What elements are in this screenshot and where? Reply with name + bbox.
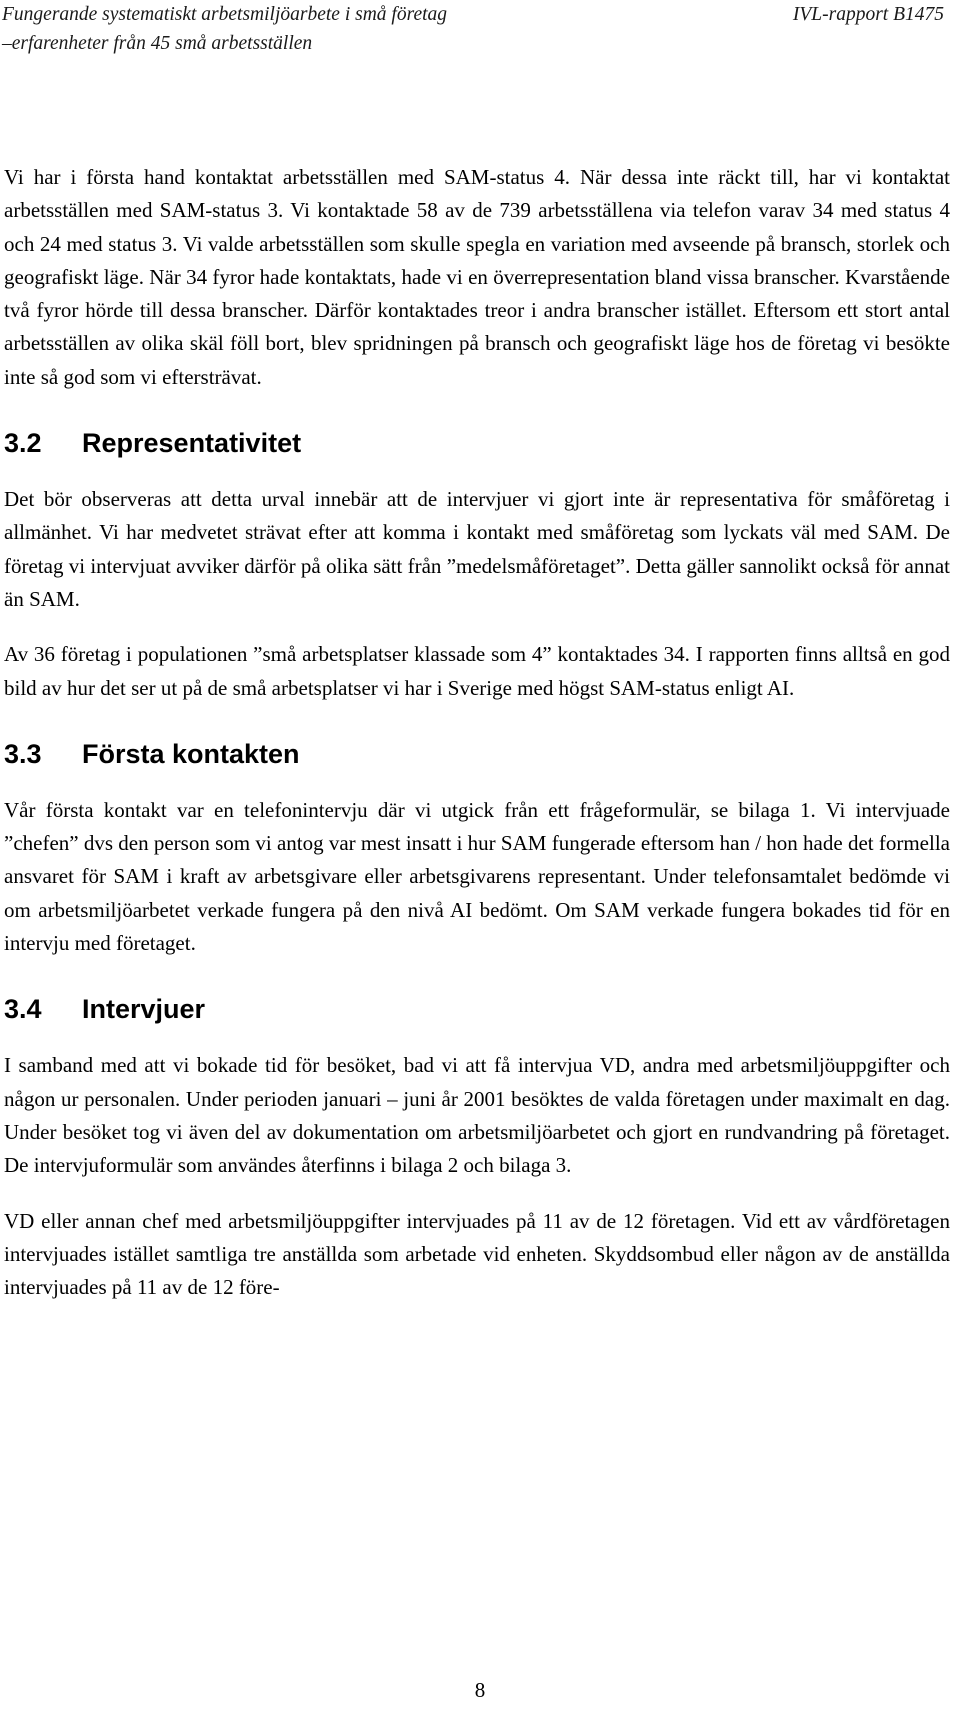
paragraph: I samband med att vi bokade tid för besöket, bad vi att få intervjua VD, andra med arbetsmiljöuppgifter och någon ur personalen. Under perioden januari – juni år 2001 besöktes de valda företagen under maximalt en dag. Under besöket tog vi även del av dokumentation om arbetsmiljöarbetet och gjort en rundvandring på företaget. De intervjuformulär som användes återfinns i bilaga 2 och bilaga 3. xyxy=(4,1053,950,1178)
header-report-number: IVL-rapport B1475 xyxy=(792,4,944,25)
running-header xyxy=(2,0,950,58)
paragraph: Det bör observeras att detta urval innebär att de intervjuer vi gjort inte är representativa för småföretag i allmänhet. Vi har medvetet strävat efter att komma i kontakt med småföretag som lyckats väl med SAM. De företag vi intervjuat avviker därför på olika sätt från ”medelsmåföretaget”. Detta gäller sannolikt också för annat än SAM. xyxy=(4,487,950,611)
section-title: Intervjuer xyxy=(82,994,206,1025)
page-number: 8 xyxy=(474,1678,486,1702)
header-report-title: Fungerande systematiskt arbetsmiljöarbete i små företag xyxy=(2,4,448,25)
section-heading-representativitet xyxy=(4,426,950,460)
paragraph: VD eller annan chef med arbetsmiljöuppgifter intervjuades på 11 av de 12 företagen. Vid ett av vårdföretagen intervjuades istället samtliga tre anställda som arbetade vid enheten. Skyddsombud eller någon av de anställda intervjuades på 11 av de 12 före- xyxy=(4,1208,950,1300)
paragraph: Av 36 företag i populationen ”små arbetsplatser klassade som 4” kontaktades 34. I rapporten finns alltså en god bild av hur det ser ut på de små arbetsplatser vi har i Sverige med högst SAM-status enligt AI. xyxy=(4,642,950,700)
header-report-subtitle: –erfarenheter från 45 små arbetsställen xyxy=(2,33,313,54)
section-number: 3.2 xyxy=(4,428,42,459)
section-number: 3.3 xyxy=(4,738,42,769)
section-title: Första kontakten xyxy=(82,738,300,769)
section-heading-intervjuer xyxy=(4,992,950,1026)
paragraph: Vår första kontakt var en telefonintervju där vi utgick från ett frågeformulär, se bilaga 1. Vi intervjuade ”chefen” dvs den person som vi antog var mest insatt i hur SAM fungerade eftersom han / hon hade det formella ansvaret för SAM i kraft av arbetsgivare eller arbetsgivarens representant. Under telefonsamtalet bedömde vi om arbetsmiljöarbetet verkade fungera på den nivå AI bedömt. Om SAM verkade fungera bokades tid för en intervju med företaget. xyxy=(4,797,950,956)
page-body xyxy=(4,161,950,1326)
section-title: Representativitet xyxy=(82,428,302,459)
intro-paragraph: Vi har i första hand kontaktat arbetsställen med SAM-status 4. När dessa inte räckt till, har vi kontaktat arbetsställen med SAM-status 3. Vi kontaktade 58 av de 739 arbetsställena via telefon varav 34 med status 4 och 24 med status 3. Vi valde arbetsställen som skulle spegla en variation med avseende på bransch, storlek och geografiskt läge. När 34 fyror hade kontaktats, hade vi en överrepresentation bland vissa branscher. Kvarstående två fyror hörde till dessa branscher. Därför kontaktades treor i andra branscher istället. Eftersom ett stort antal arbetsställen av olika skäl föll bort, blev spridningen på bransch och geografiskt läge hos de företag vi besökte inte så god som vi eftersträvat. xyxy=(4,165,950,389)
running-header-row xyxy=(2,0,950,29)
section-heading-forsta-kontakten xyxy=(4,737,950,771)
section-number: 3.4 xyxy=(4,994,42,1025)
